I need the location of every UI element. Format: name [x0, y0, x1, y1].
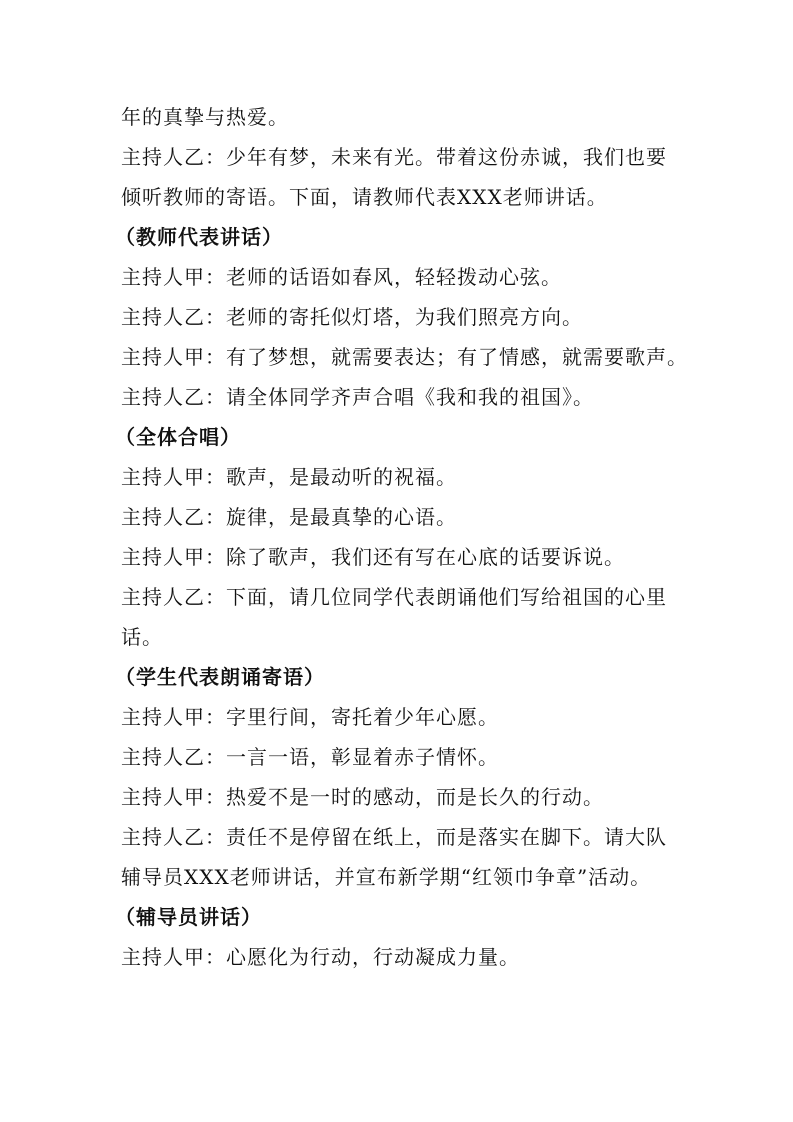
text-line: 辅导员XXX老师讲话，并宣布新学期“红领巾争章”活动。 — [121, 865, 652, 889]
host-b-line: 主持人乙：旋律，是最真挚的心语。 — [121, 505, 457, 529]
stage-direction: （教师代表讲话） — [115, 225, 283, 249]
host-b-line: 主持人乙：请全体同学齐声合唱《我和我的祖国》。 — [121, 385, 594, 409]
stage-direction: （全体合唱） — [115, 425, 241, 449]
host-a-line: 主持人甲：老师的话语如春风，轻轻拨动心弦。 — [121, 265, 562, 289]
host-a-line: 主持人甲：有了梦想，就需要表达；有了情感，就需要歌声。 — [121, 345, 688, 369]
text-line: 话。 — [121, 625, 163, 649]
text-line: 倾听教师的寄语。下面，请教师代表XXX老师讲话。 — [121, 185, 608, 209]
host-b-line: 主持人乙：老师的寄托似灯塔，为我们照亮方向。 — [121, 305, 583, 329]
host-b-line: 主持人乙：下面，请几位同学代表朗诵他们写给祖国的心里 — [121, 585, 667, 609]
host-b-line: 主持人乙：责任不是停留在纸上，而是落实在脚下。请大队 — [121, 825, 667, 849]
host-a-line: 主持人甲：字里行间，寄托着少年心愿。 — [121, 705, 499, 729]
host-b-line: 主持人乙：少年有梦，未来有光。带着这份赤诚，我们也要 — [121, 145, 667, 169]
host-a-line: 主持人甲：除了歌声，我们还有写在心底的话要诉说。 — [121, 545, 625, 569]
host-a-line: 主持人甲：热爱不是一时的感动，而是长久的行动。 — [121, 785, 604, 809]
stage-direction: （学生代表朗诵寄语） — [115, 665, 325, 689]
stage-direction: （辅导员讲话） — [115, 905, 262, 929]
host-a-line: 主持人甲：心愿化为行动，行动凝成力量。 — [121, 945, 520, 969]
document-body — [115, 97, 688, 977]
host-a-line: 主持人甲：歌声，是最动听的祝福。 — [121, 465, 457, 489]
host-b-line: 主持人乙：一言一语，彰显着赤子情怀。 — [121, 745, 499, 769]
text-line: 年的真挚与热爱。 — [121, 105, 289, 129]
